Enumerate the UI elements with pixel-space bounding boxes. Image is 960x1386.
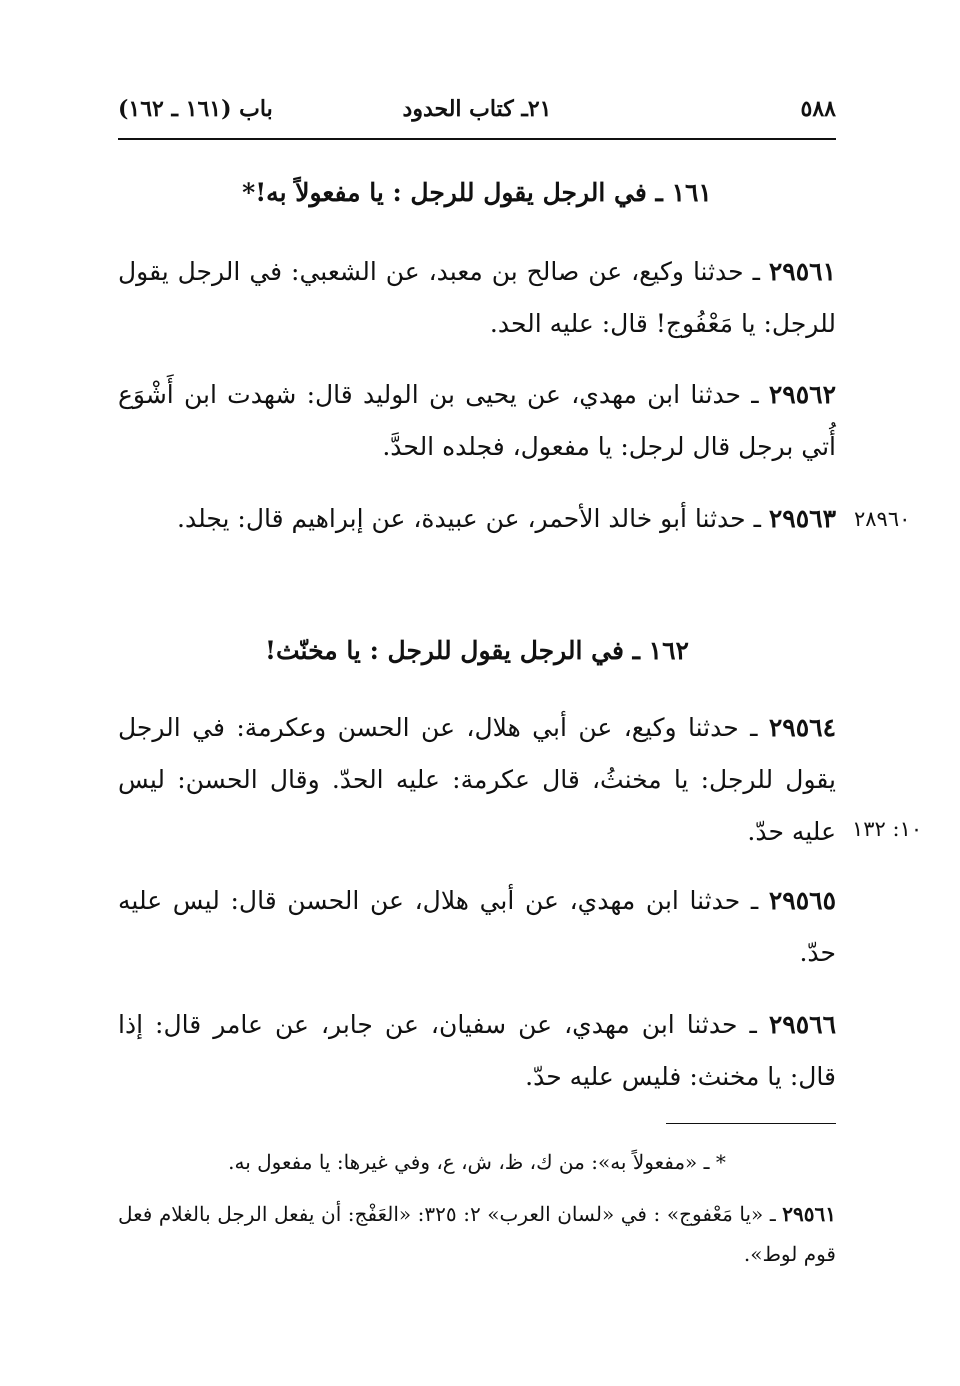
footnote-asterisk: * ـ «مفعولاً به»: من ك، ظ، ش، ع، وفي غيرها: يا مفعول به. bbox=[228, 1150, 726, 1174]
margin-reference: ٢٨٩٦٠ bbox=[854, 507, 911, 531]
hadith-29561 bbox=[118, 246, 836, 350]
hadith-text: ـ حدثنا أبو خالد الأحمر، عن عبيدة، عن إبراهيم قال: يجلد. bbox=[177, 504, 769, 533]
hadith-text: ـ حدثنا ابن مهدي، عن سفيان، عن جابر، عن عامر قال: إذا قال: يا مخنث: فليس عليه حدّ. bbox=[118, 1010, 836, 1091]
book-title: ٢١ـ كتاب الحدود bbox=[402, 96, 552, 122]
hadith-number: ٢٩٥٦٤ bbox=[768, 713, 836, 742]
hadith-text: ـ حدثنا ابن مهدي، عن أبي هلال، عن الحسن قال: ليس عليه حدّ. bbox=[118, 886, 836, 967]
page-header bbox=[118, 92, 836, 132]
footnote-number: ٢٩٥٦١ bbox=[782, 1202, 836, 1226]
chapter-range: باب (١٦١ ـ ١٦٢) bbox=[118, 96, 273, 122]
header-divider bbox=[118, 138, 836, 140]
hadith-number: ٢٩٥٦٢ bbox=[768, 380, 836, 409]
section-title-161: ١٦١ ـ في الرجل يقول للرجل : يا مفعولاً به!* bbox=[242, 178, 712, 207]
hadith-29562 bbox=[118, 369, 836, 473]
hadith-29566 bbox=[118, 999, 836, 1103]
hadith-text: ـ حدثنا وكيع، عن أبي هلال، عن الحسن وعكرمة: في الرجل يقول للرجل: يا مخنثُ، قال عكرمة: عليه الحدّ. وقال الحسن: ليس عليه حدّ. bbox=[118, 713, 836, 846]
footnote-divider bbox=[666, 1123, 836, 1124]
hadith-number: ٢٩٥٦٣ bbox=[768, 504, 836, 533]
hadith-number: ٢٩٥٦١ bbox=[768, 257, 836, 286]
hadith-text: ـ حدثنا ابن مهدي، عن يحيى بن الوليد قال: شهدت ابن أَشْوَع أُتي برجل قال لرجل: يا مفعول، فجلده الحدَّ. bbox=[118, 380, 836, 461]
margin-reference: ١٠: ١٣٢ bbox=[852, 817, 923, 841]
footnote-29561 bbox=[118, 1194, 836, 1274]
hadith-number: ٢٩٥٦٦ bbox=[768, 1010, 836, 1039]
hadith-text: ـ حدثنا وكيع، عن صالح بن معبد، عن الشعبي: في الرجل يقول للرجل: يا مَعْفُوج! قال: عليه الحد. bbox=[118, 257, 836, 338]
hadith-29565 bbox=[118, 875, 836, 979]
section-title-162: ١٦٢ ـ في الرجل يقول للرجل : يا مخنّث! bbox=[265, 636, 689, 665]
footnote-text: ـ «يا مَعْفوج» : في «لسان العرب» ٢: ٣٢٥: «العَفْج: أن يفعل الرجل بالغلام فعل قوم لوط». bbox=[118, 1202, 836, 1266]
hadith-number: ٢٩٥٦٥ bbox=[768, 886, 836, 915]
hadith-29564 bbox=[118, 702, 836, 858]
page-number: ٥٨٨ bbox=[800, 96, 836, 122]
hadith-29563 bbox=[118, 493, 836, 545]
